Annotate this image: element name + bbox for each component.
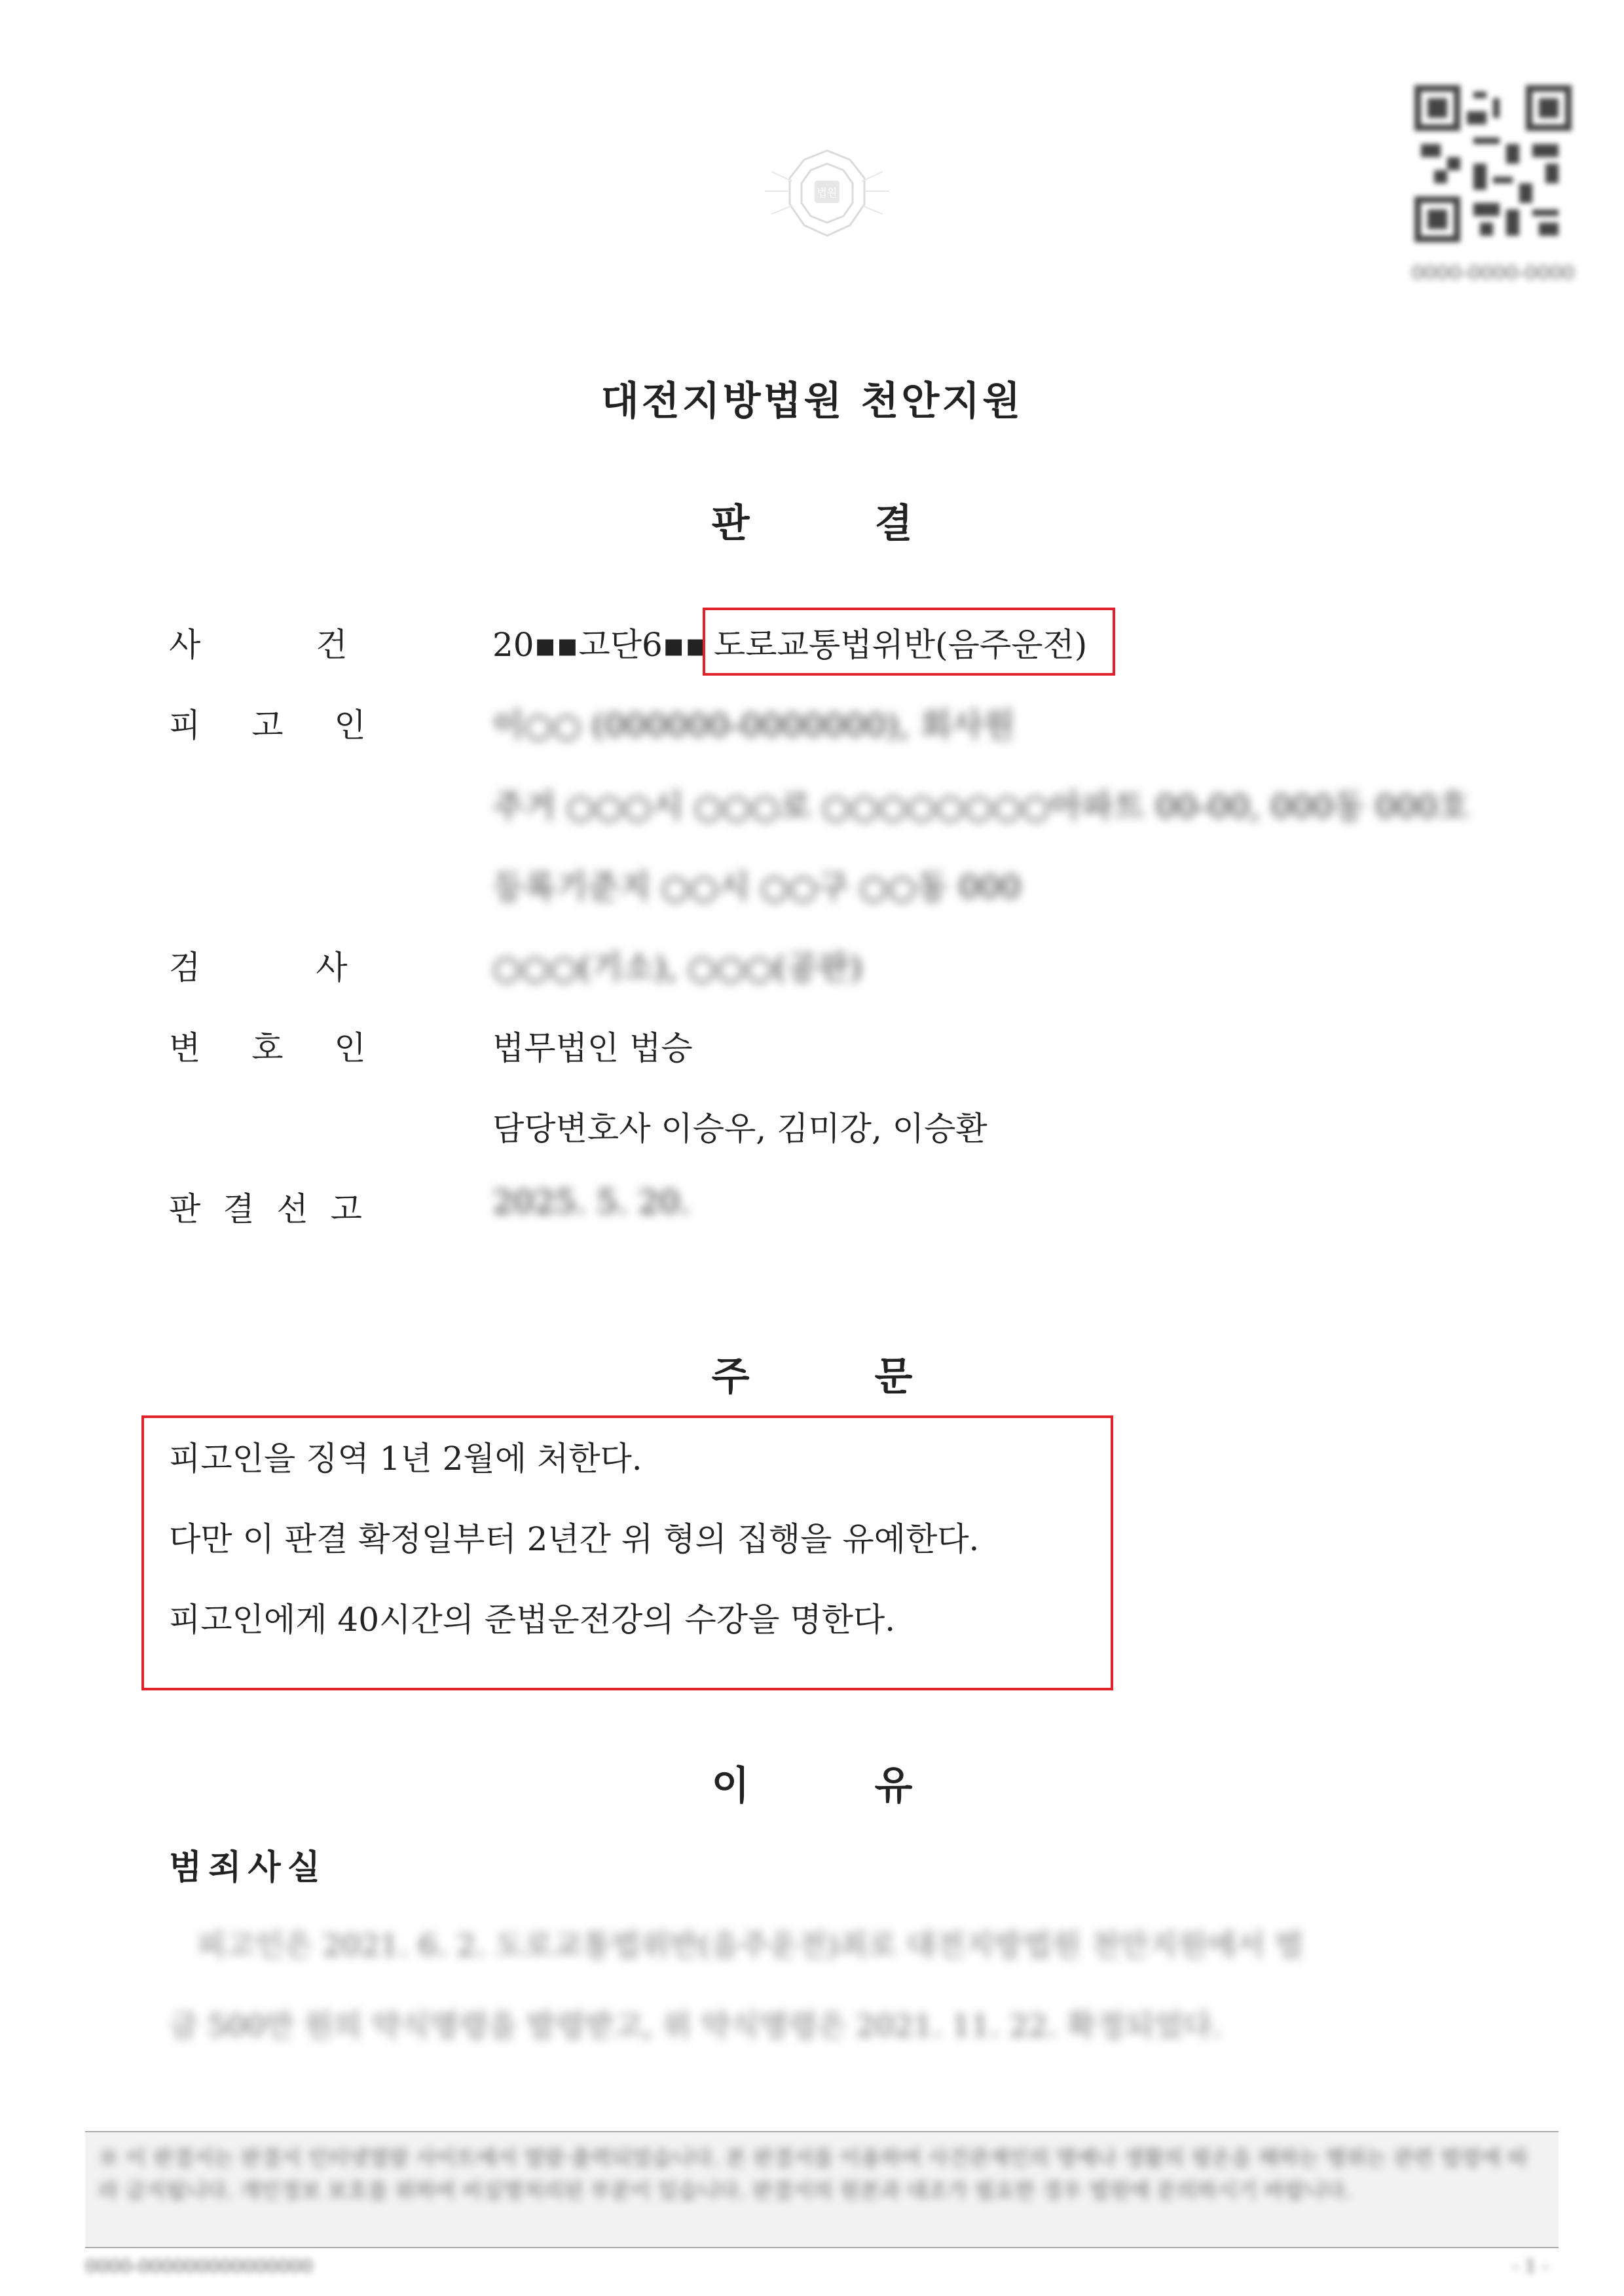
page-number: - 1 - [1513, 2255, 1549, 2277]
facts-line-2-redacted: 금 500만 원의 약식명령을 발령받고, 위 약식명령은 2021. 11. 22. 확정되었다. [169, 2008, 1222, 2043]
order-heading: 주 문 [711, 1354, 913, 1400]
counsel-attorneys: 담당변호사 이승우, 김미강, 이승환 [492, 1110, 987, 1148]
counsel-firm: 법무법인 법승 [492, 1029, 693, 1067]
case-name-highlight-box [703, 608, 1115, 676]
facts-heading: 범죄사실 [169, 1848, 327, 1887]
defendant-address-redacted: 주거 ○○○시 ○○○로 ○○○○○○○○아파트 00-00, 000동 000호 [492, 788, 1469, 826]
reasons-heading: 이 유 [711, 1763, 913, 1809]
footer-code: 0000-000000000000000 [85, 2255, 313, 2277]
court-emblem-icon [752, 145, 902, 244]
counsel-label: 변 호 인 [169, 1029, 366, 1067]
footer-notice-redacted: ※ 이 판결서는 판결서 인터넷열람 사이트에서 열람·출력되었습니다. 본 판결서를 이용하여 사건관계인의 명예나 생활의 평온을 해하는 행위는 관련 법령에 따라 금지됩니다. 개인정보 보호를 위하여 비실명처리된 부분이 있습니다. 판결서의 원본과 대조가 필요한 경우 법원에 문의하시기 바랍니다. [98, 2145, 1528, 2203]
defendant-registry-redacted: 등록기준지 ○○시 ○○구 ○○동 000 [492, 868, 1022, 906]
sentencing-label: 판 결 선 고 [169, 1190, 362, 1228]
footer-notice-box [85, 2131, 1559, 2248]
qr-code [1414, 85, 1572, 242]
prosecutor-label: 검 사 [169, 949, 348, 987]
order-line-1: 피고인을 징역 1년 2월에 처한다. [169, 1440, 642, 1478]
judgment-title: 판 결 [711, 501, 913, 547]
qr-caption: 0000-0000-0000 [1411, 262, 1575, 285]
defendant-label: 피 고 인 [169, 706, 366, 744]
facts-line-1-redacted: 피고인은 2021. 6. 2. 도로교통법위반(음주운전)죄로 대전지방법원 천안지원에서 벌 [196, 1927, 1304, 1963]
case-number: 20▪▪고단6▪▪ [492, 626, 707, 664]
sentencing-date-redacted: 2025. 5. 20. [492, 1183, 691, 1221]
prosecutor-redacted: ○○○(기소), ○○○(공판) [492, 949, 862, 987]
emblem-text: 법원 [817, 187, 838, 199]
order-line-3: 피고인에게 40시간의 준법운전강의 수강을 명한다. [169, 1601, 896, 1639]
court-name: 대전지방법원 천안지원 [600, 378, 1024, 424]
case-label: 사 건 [169, 626, 348, 664]
defendant-name-redacted: 이○○ (000000-0000000), 회사원 [492, 706, 1015, 744]
order-line-2: 다만 이 판결 확정일부터 2년간 위 형의 집행을 유예한다. [169, 1520, 980, 1558]
case-name: 도로교통법위반(음주운전) [714, 626, 1088, 664]
